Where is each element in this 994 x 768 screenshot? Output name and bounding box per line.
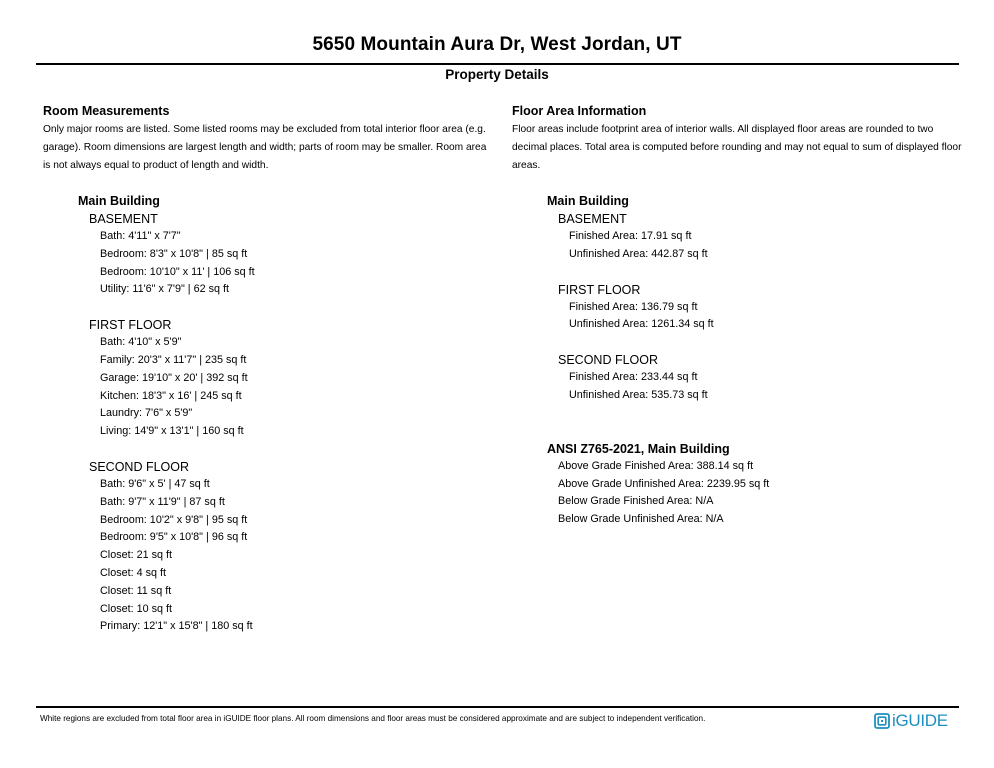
room-item: Bedroom: 10'10" x 11' | 106 sq ft (100, 265, 255, 278)
room-item: Kitchen: 18'3" x 16' | 245 sq ft (100, 389, 242, 402)
ansi-item: Above Grade Unfinished Area: 2239.95 sq ft (558, 477, 770, 490)
ansi-heading: ANSI Z765-2021, Main Building (547, 441, 730, 456)
room-item: Closet: 21 sq ft (100, 549, 173, 562)
floor-area-heading: Floor Area Information (512, 104, 647, 118)
page-subtitle: Property Details (445, 67, 549, 82)
page-title: 5650 Mountain Aura Dr, West Jordan, UT (312, 34, 682, 55)
ansi-item: Above Grade Finished Area: 388.14 sq ft (558, 459, 754, 472)
room-item: Bedroom: 8'3" x 10'8" | 85 sq ft (100, 247, 248, 260)
floor-name: SECOND FLOOR (558, 353, 659, 368)
area-floor-basement (558, 210, 964, 264)
room-item: Utility: 11'6" x 7'9" | 62 sq ft (100, 283, 230, 296)
unfinished-area: Unfinished Area: 442.87 sq ft (569, 247, 708, 260)
room-item: Bath: 4'11" x 7'7" (100, 230, 181, 242)
floor-name: BASEMENT (558, 212, 627, 226)
room-item: Family: 20'3" x 11'7" | 235 sq ft (100, 353, 247, 366)
room-measurements-building: Main Building (78, 194, 160, 208)
room-item: Bedroom: 9'5" x 10'8" | 96 sq ft (100, 531, 248, 544)
room-item: Bath: 9'7" x 11'9" | 87 sq ft (100, 495, 225, 508)
floor-name: FIRST FLOOR (558, 282, 641, 297)
iguide-logo (874, 711, 948, 731)
floor-name: FIRST FLOOR (89, 318, 172, 333)
room-item: Garage: 19'10" x 20' | 392 sq ft (100, 371, 248, 384)
room-item: Bath: 4'10" x 5'9" (100, 336, 182, 349)
room-item: Laundry: 7'6" x 5'9" (100, 407, 193, 420)
room-item: Closet: 10 sq ft (100, 602, 173, 615)
finished-area: Finished Area: 136.79 sq ft (569, 300, 698, 313)
room-item: Living: 14'9" x 13'1" | 160 sq ft (100, 425, 244, 438)
ansi-section (512, 440, 964, 529)
finished-area: Finished Area: 233.44 sq ft (569, 371, 698, 384)
footer-divider (36, 706, 959, 708)
room-floor-basement (89, 210, 488, 299)
header-divider (36, 63, 959, 65)
room-item: Closet: 4 sq ft (100, 566, 167, 579)
area-floor-first (558, 281, 964, 335)
room-floor-first (89, 316, 488, 441)
area-floor-second (558, 351, 964, 405)
room-item: Bath: 9'6" x 5' | 47 sq ft (100, 477, 210, 490)
ansi-item: Below Grade Unfinished Area: N/A (558, 513, 724, 526)
floor-name: BASEMENT (89, 212, 158, 226)
footer-disclaimer: White regions are excluded from total floor area in iGUIDE floor plans. All room dimensions and floor areas must be considered approximate and are subject to independent verification. (40, 714, 706, 723)
room-item: Bedroom: 10'2" x 9'8" | 95 sq ft (100, 513, 248, 526)
iguide-logo-icon (874, 713, 890, 729)
ansi-item: Below Grade Finished Area: N/A (558, 495, 714, 508)
room-measurements-section (43, 103, 488, 636)
floor-name: SECOND FLOOR (89, 459, 190, 474)
room-floor-second (89, 458, 488, 636)
room-item: Primary: 12'1" x 15'8" | 180 sq ft (100, 620, 253, 633)
finished-area: Finished Area: 17.91 sq ft (569, 230, 692, 242)
floor-area-description: Floor areas include footprint area of interior walls. All displayed floor areas are rounded to two decimal places. Total area is computed before rounding and may not equal to sum of displayed floor areas. (512, 124, 962, 171)
iguide-logo-text: iGUIDE (892, 711, 948, 730)
floor-area-building: Main Building (547, 194, 629, 208)
unfinished-area: Unfinished Area: 1261.34 sq ft (569, 318, 714, 331)
room-measurements-heading: Room Measurements (43, 104, 170, 118)
room-item: Closet: 11 sq ft (100, 584, 172, 597)
unfinished-area: Unfinished Area: 535.73 sq ft (569, 388, 708, 401)
floor-area-section (512, 103, 964, 529)
room-measurements-description: Only major rooms are listed. Some listed rooms may be excluded from total interior floor area (e.g. garage). Room dimensions are largest length and width; parts of room may be smaller. Room area is not always equal to product of length and width. (43, 124, 487, 171)
